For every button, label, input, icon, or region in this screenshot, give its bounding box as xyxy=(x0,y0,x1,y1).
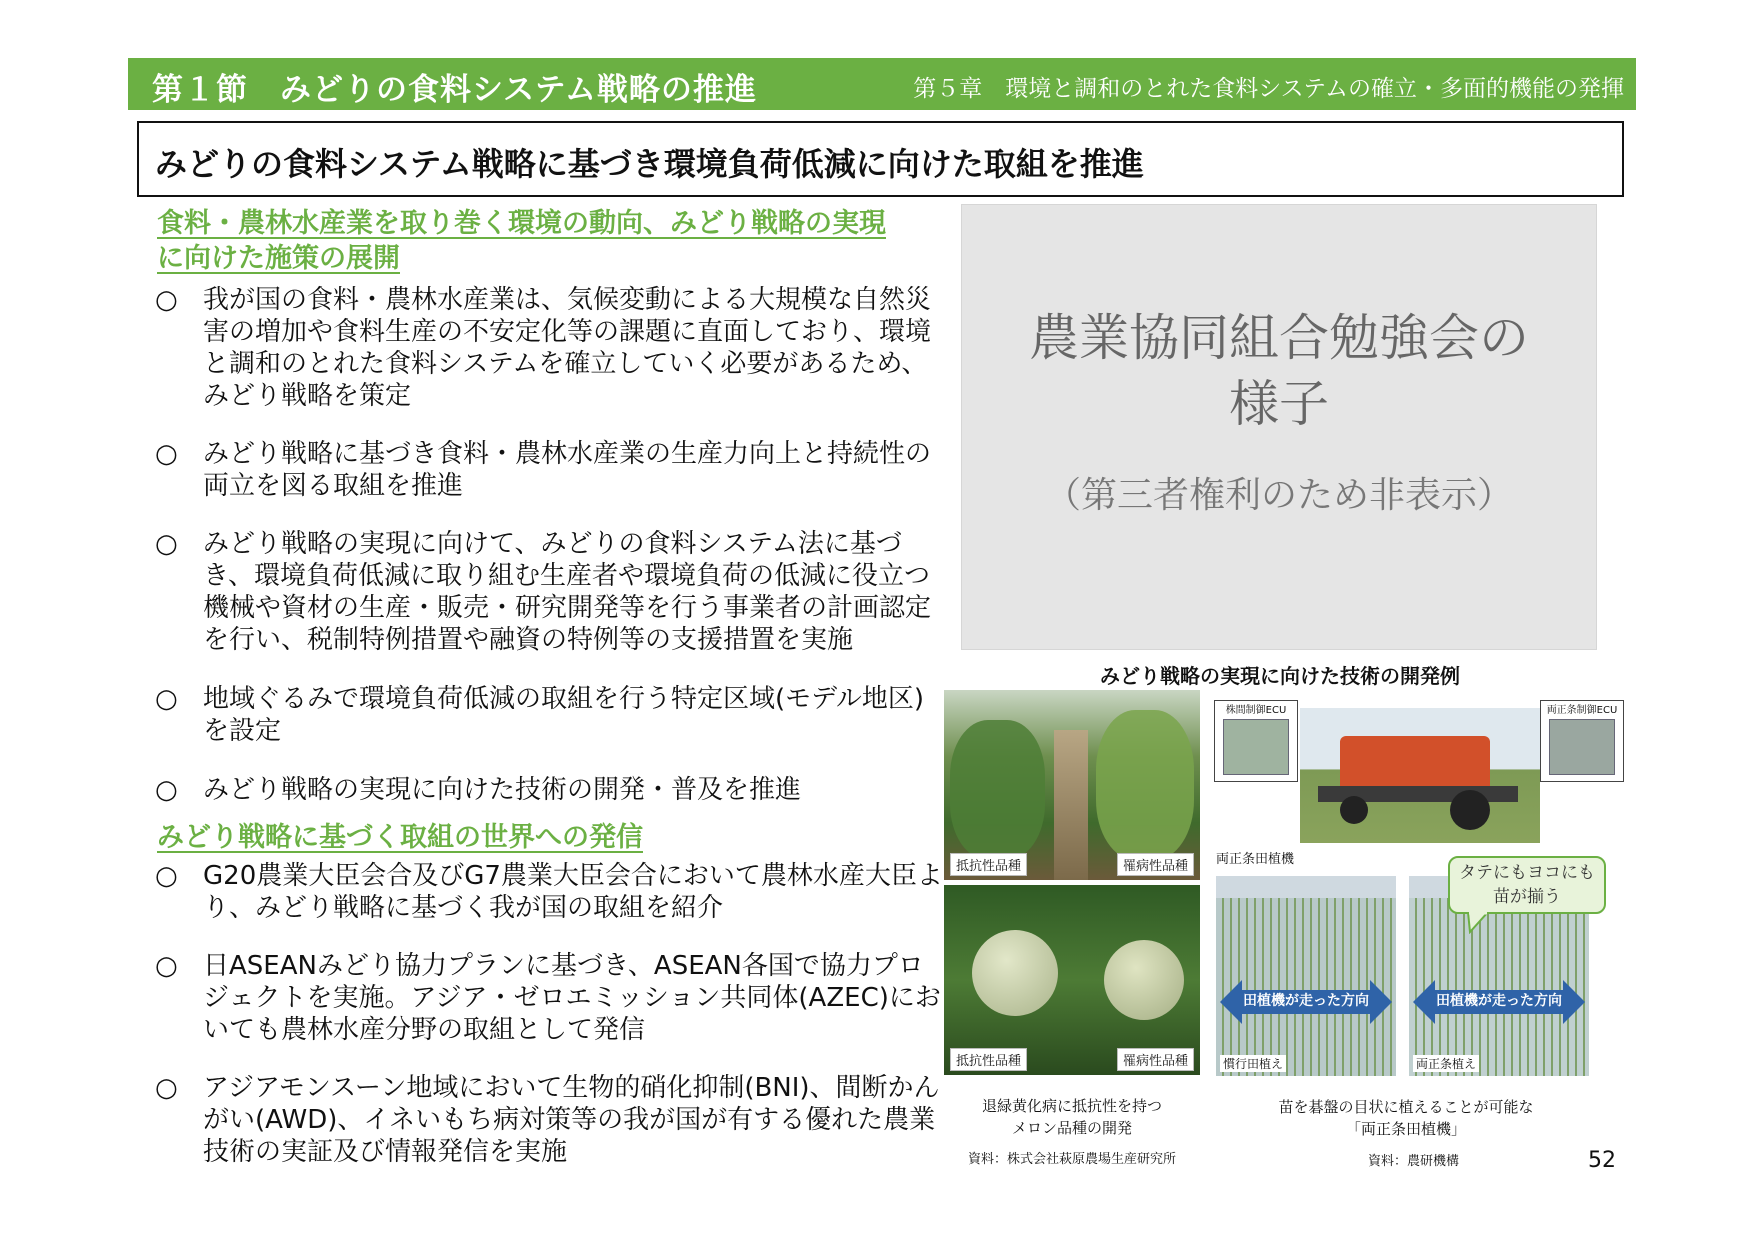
speech-bubble-tail xyxy=(1466,912,1490,934)
conventional-field-photo xyxy=(1216,876,1396,1076)
ecu-right-box xyxy=(1540,700,1624,782)
melon-caption-line2: メロン品種の開発 xyxy=(1011,1119,1132,1137)
planter-wheel xyxy=(1340,796,1368,824)
bullet-item xyxy=(155,438,945,504)
ecu-left-box xyxy=(1214,700,1298,782)
placeholder-title xyxy=(962,305,1596,437)
arrow-text: 田植機が走った方向 xyxy=(1436,993,1562,1009)
label-resistant: 抵抗性品種 xyxy=(950,853,1027,876)
bullet-marker: ○ xyxy=(155,1073,178,1103)
bullet-item xyxy=(155,950,945,1048)
label-resistant: 抵抗性品種 xyxy=(950,1048,1027,1071)
chapter-title: 第５章 環境と調和のとれた食料システムの確立・多面的機能の発揮 xyxy=(913,76,1624,102)
bullet-marker: ○ xyxy=(155,439,178,469)
main-title-box xyxy=(137,121,1624,197)
bullet-text: みどり戦略の実現に向けた技術の開発・普及を推進 xyxy=(203,775,802,805)
bullet-item xyxy=(155,774,945,808)
placeholder-title-text: 農業協同組合勉強会の様子 xyxy=(1029,309,1529,433)
section2-heading: みどり戦略に基づく取組の世界への発信 xyxy=(157,822,643,853)
bullet-text: アジアモンスーン地域において生物的硝化抑制(BNI)、間断かんがい(AWD)、イネいもち病対策等の我が国が有する優れた農業技術の実証及び情報発信を実施 xyxy=(203,1073,940,1167)
melon-fruit xyxy=(972,930,1058,1016)
planter-caption xyxy=(1236,1096,1576,1140)
figure-title: みどり戦略の実現に向けた技術の開発例 xyxy=(1100,664,1460,688)
section-header-band xyxy=(128,58,1636,110)
arrow-text: 田植機が走った方向 xyxy=(1243,993,1369,1009)
bullet-item xyxy=(155,528,945,658)
speech-bubble-text: タテにもヨコにも苗が揃う xyxy=(1459,863,1595,907)
melon-caption-line1: 退緑黄化病に抵抗性を持つ xyxy=(981,1097,1162,1115)
melon-fruit xyxy=(1104,940,1184,1020)
planter-caption-line2: 「両正条田植機」 xyxy=(1345,1120,1466,1138)
bullet-marker: ○ xyxy=(155,951,178,981)
bullet-marker: ○ xyxy=(155,775,178,805)
bullet-item xyxy=(155,284,945,414)
section-title: 第１節 みどりの食料システム戦略の推進 xyxy=(152,72,757,108)
ecu-circuit xyxy=(1549,719,1615,775)
label-susceptible: 罹病性品種 xyxy=(1117,1048,1194,1071)
melon-caption xyxy=(944,1095,1200,1139)
bullet-text: みどり戦略に基づき食料・農林水産業の生産力向上と持続性の両立を図る取組を推進 xyxy=(203,439,932,501)
planter-caption-line1: 苗を碁盤の目状に植えることが可能な xyxy=(1278,1098,1534,1116)
melon-fruit-photo xyxy=(944,885,1200,1075)
label-susceptible: 罹病性品種 xyxy=(1117,853,1194,876)
rice-planter-photo xyxy=(1300,708,1540,843)
bullet-marker: ○ xyxy=(155,285,178,315)
field-right-label: 両正条植え xyxy=(1413,1055,1479,1072)
bullet-marker: ○ xyxy=(155,529,178,559)
ecu-left-label: 株間制御ECU xyxy=(1225,705,1287,716)
bullet-marker: ○ xyxy=(155,861,178,891)
section1-heading-line1: 食料・農林水産業を取り巻く環境の動向、みどり戦略の実現 xyxy=(157,208,886,239)
ecu-circuit xyxy=(1223,719,1289,775)
page-number: 52 xyxy=(1588,1148,1616,1173)
leaf-cluster xyxy=(950,720,1045,860)
ecu-right-label: 両正条制御ECU xyxy=(1546,705,1618,716)
placeholder-note: （第三者権利のため非表示） xyxy=(1044,475,1513,516)
section1-heading xyxy=(157,206,947,276)
speech-bubble xyxy=(1448,856,1606,914)
sky xyxy=(1216,876,1396,898)
furrow xyxy=(1054,730,1088,880)
section1-heading-line2: に向けた施策の展開 xyxy=(157,243,400,274)
bullet-item xyxy=(155,683,945,749)
planter-source: 資料：農研機構 xyxy=(1368,1154,1460,1169)
hidden-photo-placeholder xyxy=(961,204,1597,650)
bullet-item xyxy=(155,1072,945,1170)
bullet-text: 日ASEANみどり協力プランに基づき、ASEAN各国で協力プロジェクトを実施。アジア・ゼロエミッション共同体(AZEC)においても農林水産分野の取組として発信 xyxy=(203,951,941,1045)
planter-machine-label: 両正条田植機 xyxy=(1216,852,1295,867)
leaf-cluster xyxy=(1096,710,1194,860)
melon-greenhouse-photo xyxy=(944,690,1200,880)
bullet-marker: ○ xyxy=(155,684,178,714)
bullet-text: G20農業大臣会合及びG7農業大臣会合において農林水産大臣より、みどり戦略に基づく我が国の取組を紹介 xyxy=(203,861,943,923)
main-title: みどりの食料システム戦略に基づき環境負荷低減に向けた取組を推進 xyxy=(155,145,1144,183)
field-left-label: 慣行田植え xyxy=(1220,1055,1286,1072)
bullet-text: みどり戦略の実現に向けて、みどりの食料システム法に基づき、環境負荷低減に取り組む生産者や環境負荷の低減に役立つ機械や資材の生産・販売・研究開発等を行う事業者の計画認定を行い、税制特例措置や融資の特例等の支援措置を実施 xyxy=(203,529,932,655)
bullet-text: 我が国の食料・農林水産業は、気候変動による大規模な自然災害の増加や食料生産の不安定化等の課題に直面しており、環境と調和のとれた食料システムを確立していく必要があるため、みどり戦略を策定 xyxy=(203,285,932,411)
planter-wheel xyxy=(1450,790,1490,830)
bullet-item xyxy=(155,860,945,926)
melon-source: 資料：株式会社萩原農場生産研究所 xyxy=(968,1152,1177,1167)
bullet-text: 地域ぐるみで環境負荷低減の取組を行う特定区域(モデル地区)を設定 xyxy=(203,684,924,746)
